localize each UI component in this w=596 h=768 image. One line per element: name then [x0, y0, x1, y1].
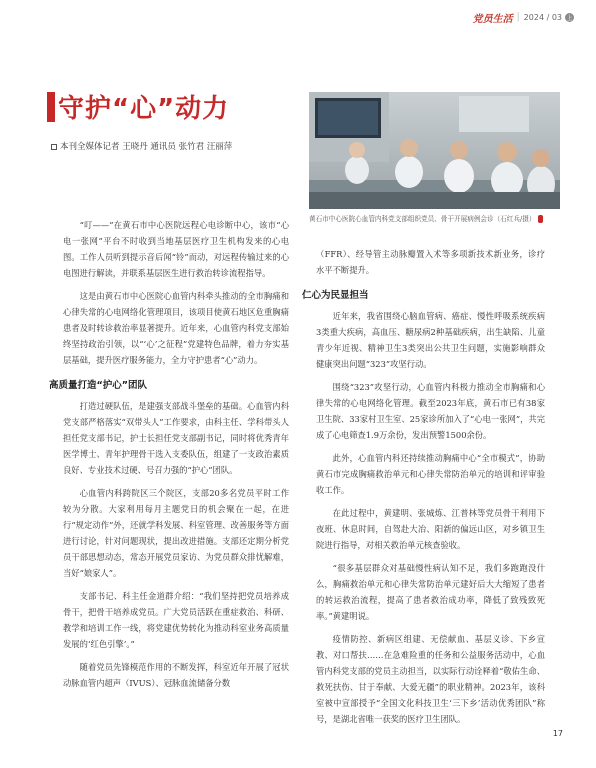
photo-caption	[309, 213, 560, 223]
paragraph: （FFR）、经导管主动脉瓣置入术等多项新技术新业务，诊疗水平不断提升。	[316, 249, 545, 275]
section-badge: 上	[566, 14, 573, 22]
section-heading: 仁心为民显担当	[302, 290, 369, 301]
paragraph: 打造过硬队伍，是建强支部战斗堡垒的基础。心血管内科党支部严格落实“双带头人”工作要求，由科主任、学科带头人担任党支部书记，护士长担任党支部副书记，同时将优秀青年医学博士、青年护理骨干选入支委队伍，组建了一支政治素质良好、专业技术过硬、号召力强的“护心”团队。	[63, 401, 289, 475]
byline-square-icon	[51, 144, 57, 150]
paragraph: 随着党员先锋模范作用的不断发挥，科室近年开展了冠状动脉血管内超声（IVUS）、冠脉血流储备分数	[63, 662, 289, 688]
magazine-name: 党员生活	[472, 13, 513, 25]
caption-mark-icon	[538, 215, 543, 223]
paragraph: 围绕“323”攻坚行动，心血管内科极力推动全市胸痛和心律失常的心电网络化管理。截至2023年底，黄石市已有38家卫生院、33家村卫生室、25家诊所加入了“心电一张网”，共完成了心电筛查1.9万余份，发出预警1500余份。	[316, 382, 545, 440]
paragraph: “很多基层群众对基础慢性病认知不足，我们多跑跑没什么，胸痛救治单元和心律失常防治单元建好后大大缩短了患者的转运救治流程，提高了患者救治成功率，降低了致残致死率。”黄建明说。	[316, 563, 545, 621]
page-header	[473, 10, 574, 24]
issue-date: 2024 / 03	[523, 12, 562, 22]
section-heading: 高质量打造“护心”团队	[49, 380, 147, 391]
paragraph: 在此过程中，黄建明、张城炼、江普林等党员骨干利用下夜班、休息时间，自驾赴大冶、阳新的偏远山区，对乡镇卫生院进行指导，对相关救治单元核查验收。	[316, 508, 545, 550]
article-photo	[309, 92, 560, 209]
paragraph: 心血管内科跨院区三个院区，支部20多名党员平时工作较为分散。大家利用每月主题党日的机会聚在一起，在进行“规定动作”外，还就学科发展、科室管理、改善服务等方面进行讨论，针对问题现状，提出改进措施。支部还定期分析党员干部思想动态，常态开展党员家访、为党员群众排忧解难，当好“娘家人”。	[63, 488, 289, 578]
paragraph: 此外，心血管内科还持续推动胸痛中心“全市模式”，协助黄石市完成胸痛救治单元和心律失常防治单元的培训和评审验收工作。	[316, 453, 545, 495]
header-separator: |	[516, 12, 520, 22]
paragraph: 这是由黄石市中心医院心血管内科牵头推动的全市胸痛和心律失常的心电网络化管理项目，该项目使黄石地区危重胸痛患者及时转诊救治率显著提升。近年来，心血管内科党支部始终坚持政治引领，以“‘心’之征程”党建特色品牌，着力夯实基层基础，提升医疗服务能力，全力守护患者“心”动力。	[63, 291, 289, 365]
byline-text: 本刊全媒体记者 王晓丹 通讯员 张竹君 汪丽萍	[60, 142, 233, 152]
paragraph: 疫情防控、新病区组建、无偿献血、基层义诊、下乡宣教、对口帮扶……在急难险重的任务和公益服务活动中，心血管内科党支部的党员主动担当，以实际行动诠释着“敬佑生命、救死扶伤、甘于奉献、大爱无疆”的职业精神。2023年，该科室被中宣部授予“全国文化科技卫生‘三下乡’活动优秀团队”称号，是湖北省唯一获奖的医疗卫生团队。	[316, 634, 545, 724]
article-title: 守护“心”动力	[58, 94, 230, 124]
page-number: 17	[552, 729, 563, 738]
paragraph: 近年来，我省围绕心脑血管病、癌症、慢性呼吸系统疾病3类重大疾病，高血压、糖尿病2种基础疾病，出生缺陷、儿童青少年近视、精神卫生3类突出公共卫生问题，实施影响群众健康突出问题“323”攻坚行动。	[316, 311, 545, 369]
meeting-photo-illustration	[309, 92, 560, 209]
title-accent-bar	[47, 92, 55, 122]
left-column	[49, 217, 289, 698]
byline	[51, 140, 232, 152]
right-column	[302, 246, 545, 734]
paragraph: “叮——”在黄石市中心医院远程心电诊断中心，该市“心电一张网”平台不时收到当地基层医疗卫生机构发来的心电图。工作人员听到提示音后闻“铃”而动，对远程传输过来的心电图进行解读，并联系基层医生进行救治转诊流程指导。	[63, 220, 289, 278]
caption-text: 黄石市中心医院心血管内科党支部组织党员、骨干开展病例会诊（石红兵/摄）	[309, 215, 536, 223]
paragraph: 支部书记、科主任金道群介绍：“我们坚持把党员培养成骨干，把骨干培养成党员。广大党员活跃在重症救治、科研、教学和培训工作一线，将党建优势转化为推动科室业务高质量发展的‘红色引擎’。”	[63, 591, 289, 649]
